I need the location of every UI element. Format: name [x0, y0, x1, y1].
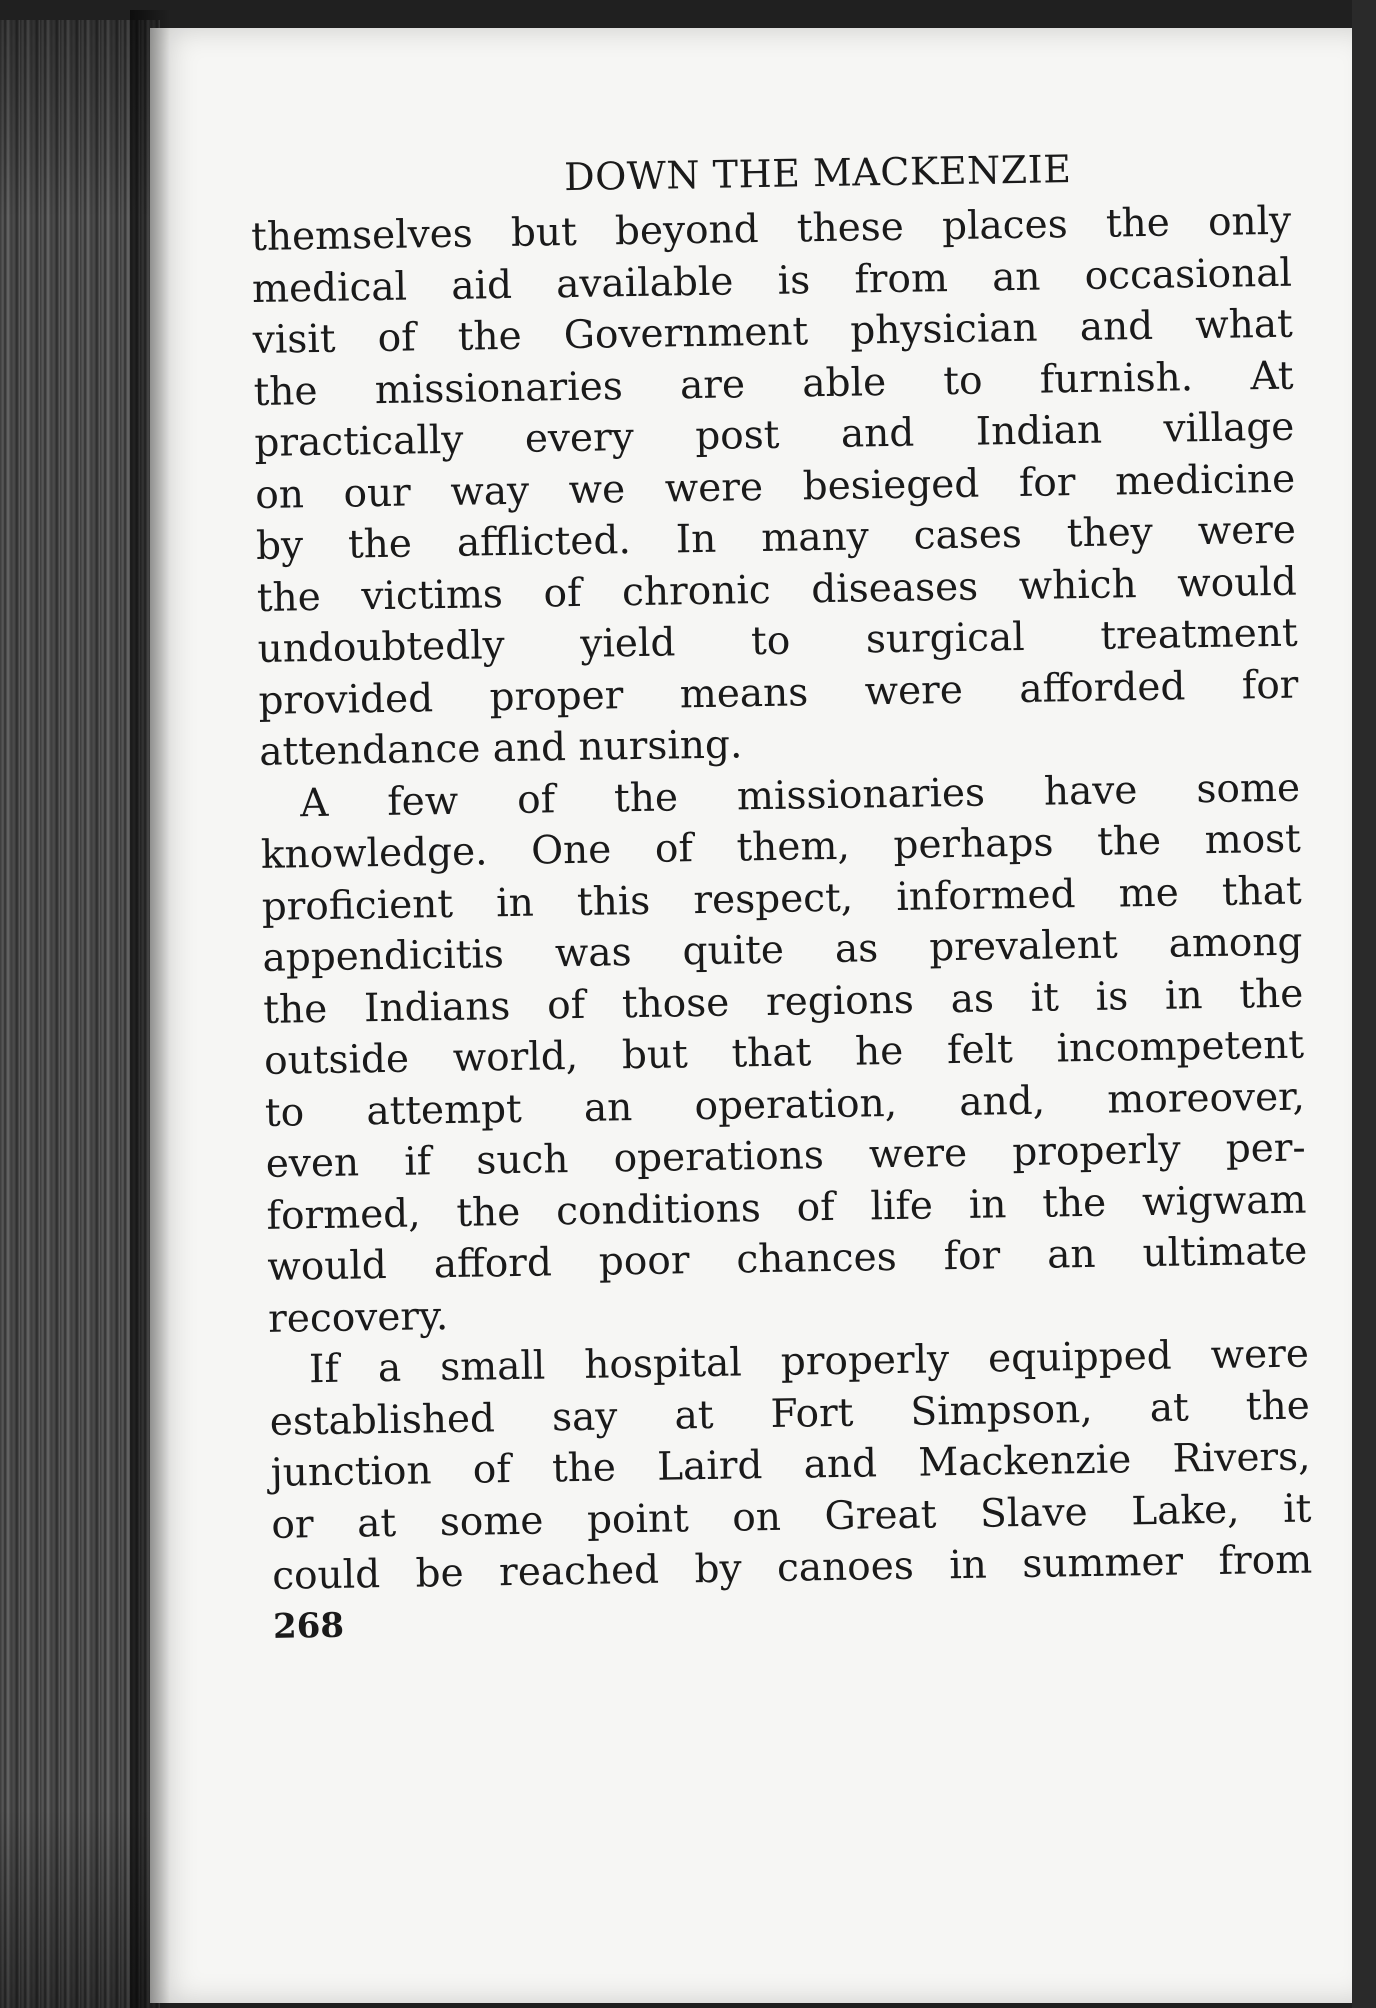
gutter-shadow — [130, 10, 170, 2008]
text-line: recovery. — [267, 1293, 449, 1342]
text-line: by the afflicted. In many cases they were — [255, 507, 1297, 569]
text-line: attendance and nursing. — [258, 722, 743, 775]
text-line: appendicitis was quite as prevalent among — [262, 919, 1303, 981]
text-line: even if such operations were properly per- — [265, 1125, 1307, 1187]
text-line: the Indians of those regions as it is in the — [262, 971, 1304, 1033]
text-line: would afford poor chances for an ultimate — [267, 1228, 1308, 1290]
running-head: DOWN THE MACKENZIE — [563, 147, 1072, 200]
text-line: on our way we were besieged for medicine — [254, 456, 1296, 518]
text-line: knowledge. One of them, perhaps the most — [260, 816, 1302, 878]
text-line: practically every post and Indian village — [254, 404, 1295, 466]
text-line: undoubtedly yield to surgical treatment — [257, 610, 1298, 672]
text-line: the missionaries are able to furnish. At — [253, 353, 1294, 415]
text-line: themselves but beyond these places the only — [250, 198, 1292, 260]
text-line: If a small hospital properly equipped were — [308, 1331, 1310, 1393]
text-line: medical aid available is from an occasional — [251, 250, 1293, 312]
paragraph-3 — [269, 1329, 1313, 1603]
text-line: formed, the conditions of life in the wigwam — [266, 1177, 1307, 1239]
text-line: A few of the missionaries have some — [299, 765, 1301, 826]
text-line: junction of the Laird and Mackenzie Rivers, — [270, 1434, 1311, 1496]
text-line: provided proper means were afforded for — [258, 662, 1299, 724]
text-line: proficient in this respect, informed me that — [261, 868, 1302, 930]
text-line: established say at Fort Simpson, at the — [269, 1383, 1311, 1445]
text-line: visit of the Government physician and what — [252, 301, 1294, 363]
text-block — [250, 144, 1313, 1647]
text-line: the victims of chronic diseases which would — [256, 559, 1298, 621]
scan-border — [1352, 0, 1376, 2008]
text-line: outside world, but that he felt incompetent — [263, 1022, 1305, 1084]
text-line: or at some point on Great Slave Lake, it — [271, 1485, 1312, 1548]
paragraph-1 — [251, 196, 1300, 779]
text-line: to attempt an operation, and, moreover, — [264, 1074, 1306, 1136]
paragraph-2 — [260, 762, 1309, 1345]
text-line: could be reached by canoes in summer from — [271, 1537, 1313, 1599]
page-number: 268 — [272, 1605, 345, 1647]
